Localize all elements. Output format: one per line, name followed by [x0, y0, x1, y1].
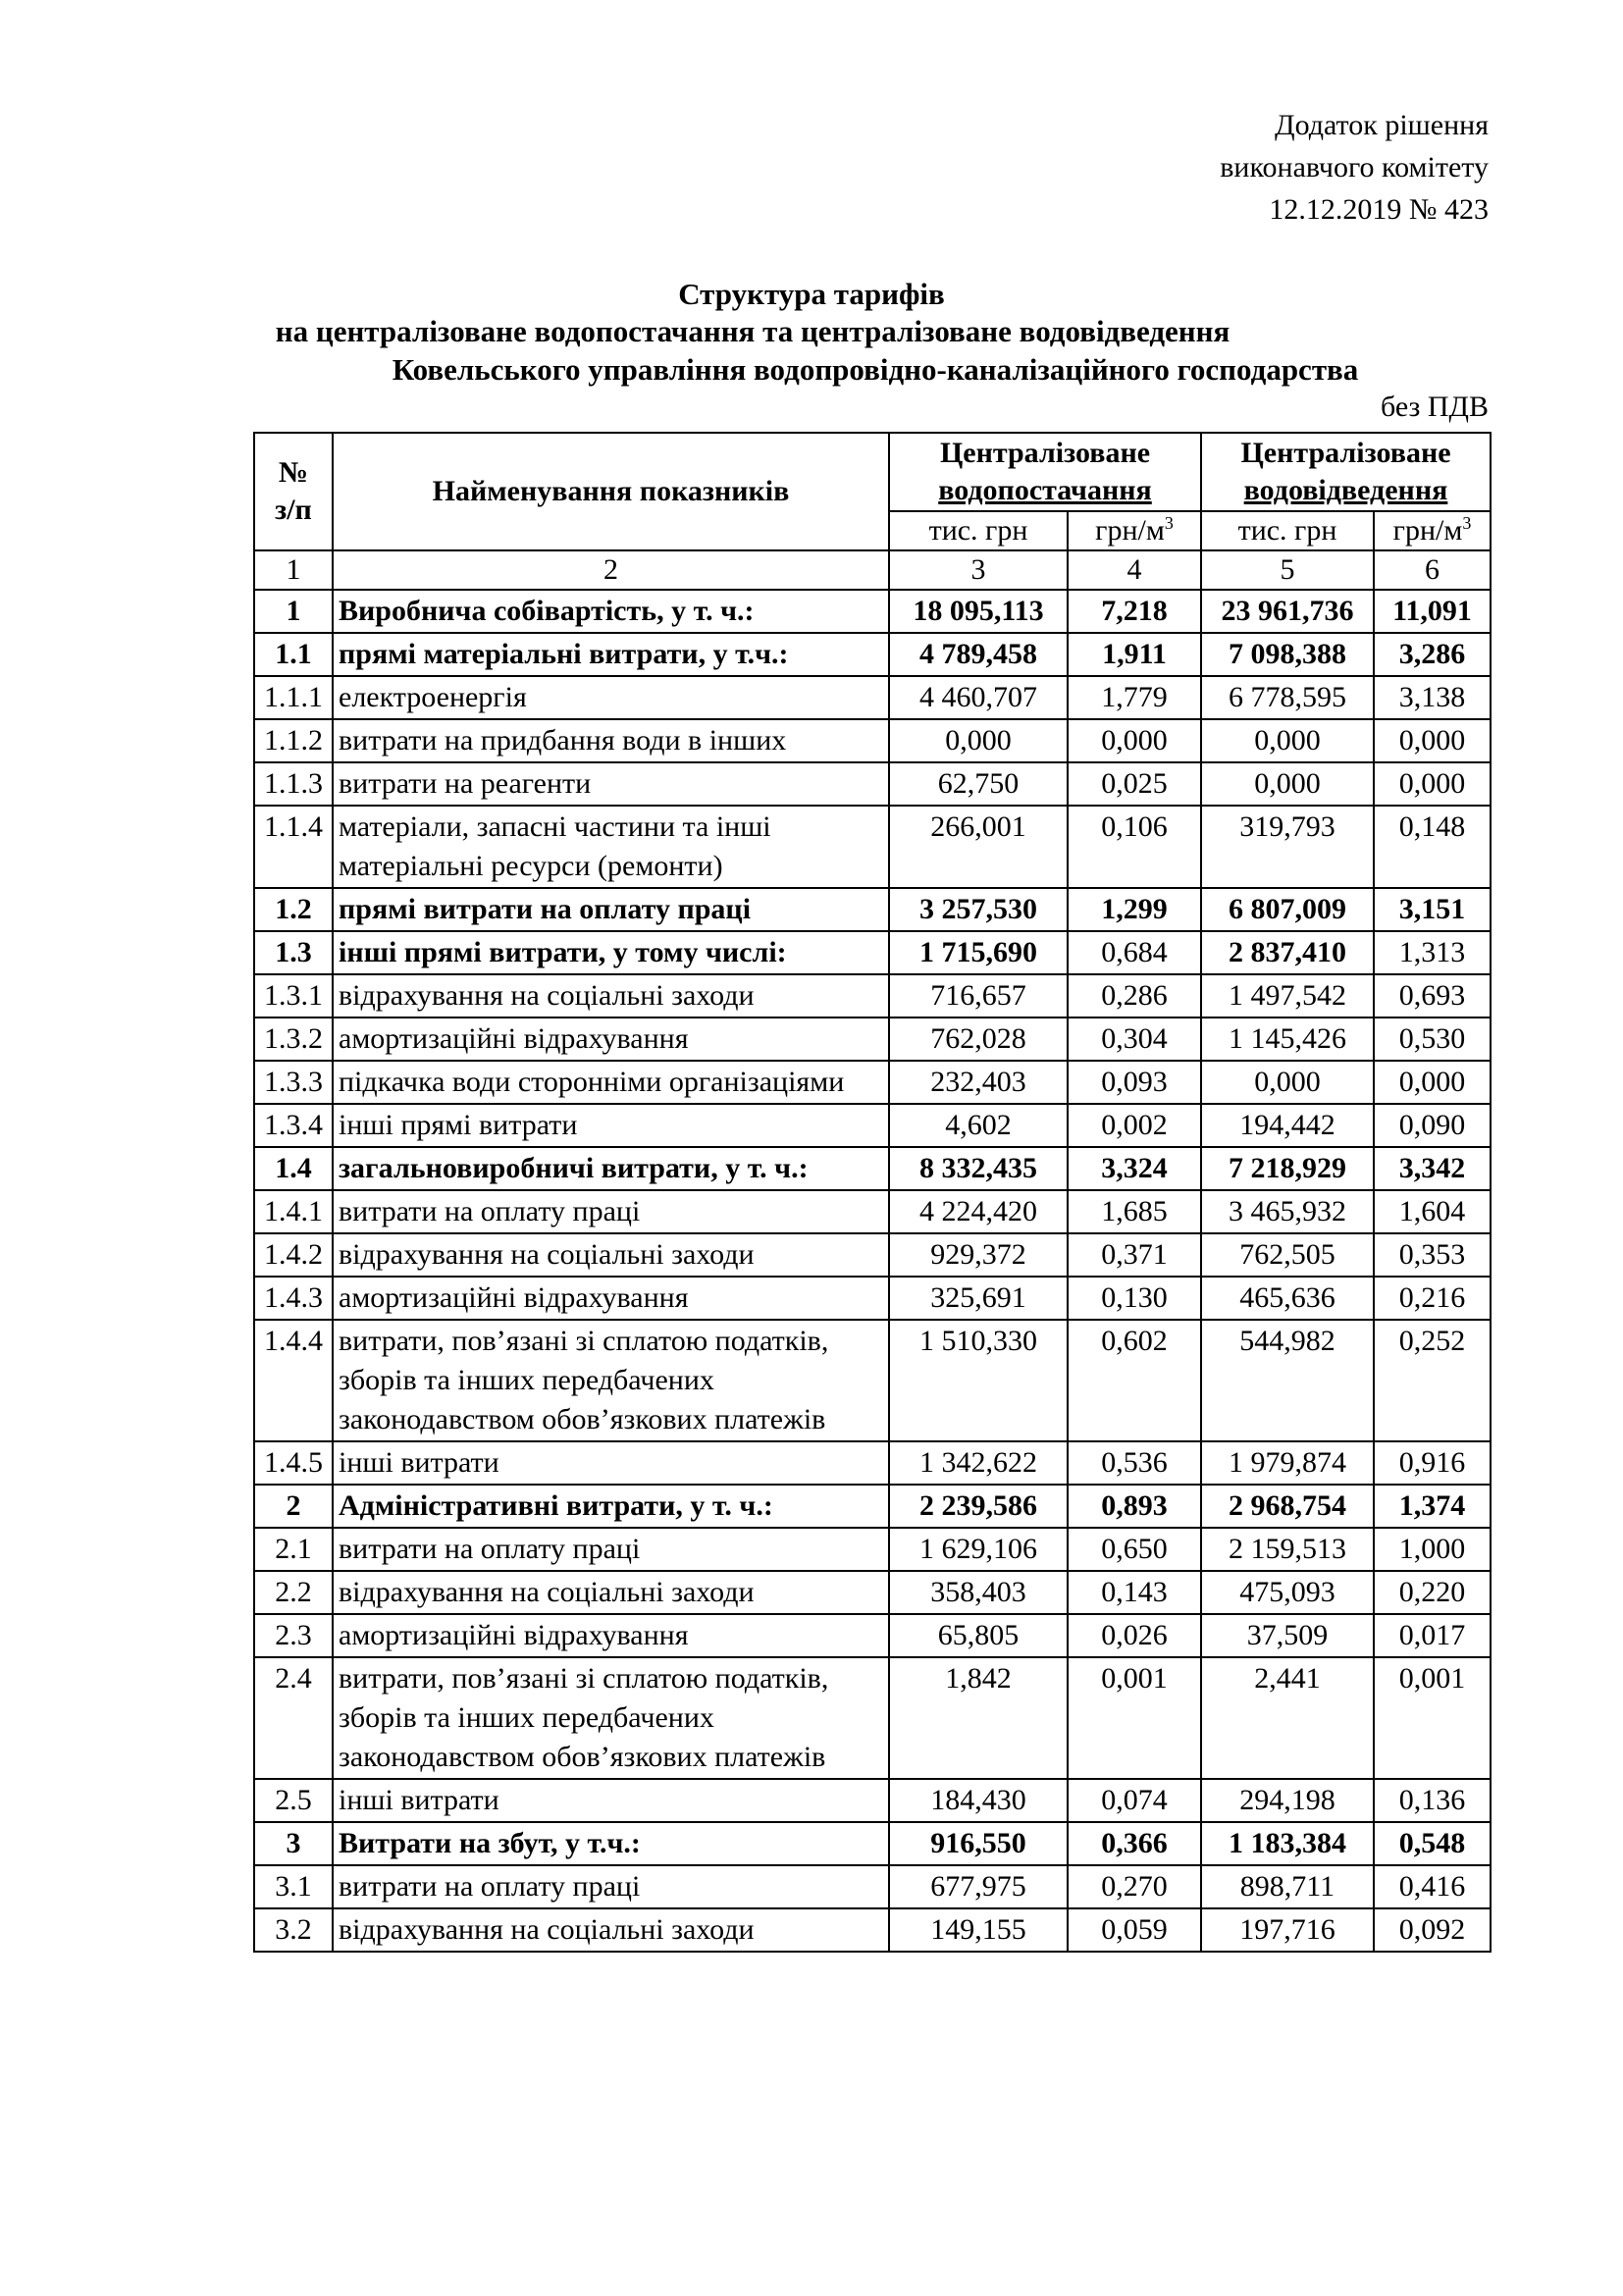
- value-supply-uah-per-m3: 0,026: [1068, 1614, 1201, 1657]
- table-row: [254, 1233, 1491, 1277]
- table-row: [254, 633, 1491, 676]
- row-number: 2: [254, 1485, 333, 1528]
- row-number: 3: [254, 1822, 333, 1865]
- value-drainage-thousand-uah: 475,093: [1201, 1571, 1374, 1614]
- row-indicator-name: відрахування на соціальні заходи: [333, 1233, 889, 1277]
- column-number: 4: [1068, 550, 1201, 590]
- row-indicator-name: витрати на реагенти: [333, 762, 889, 806]
- row-number: 2.4: [254, 1657, 333, 1779]
- row-number: 1.3.2: [254, 1018, 333, 1061]
- row-number: 2.3: [254, 1614, 333, 1657]
- value-drainage-uah-per-m3: 0,017: [1374, 1614, 1491, 1657]
- row-indicator-name: амортизаційні відрахування: [333, 1018, 889, 1061]
- table-body: [254, 433, 1491, 1952]
- row-number: 3.2: [254, 1908, 333, 1952]
- table-row: [254, 1614, 1491, 1657]
- value-supply-uah-per-m3: 0,270: [1068, 1865, 1201, 1908]
- value-drainage-thousand-uah: 194,442: [1201, 1104, 1374, 1147]
- row-indicator-name: інші прямі витрати: [333, 1104, 889, 1147]
- value-drainage-thousand-uah: 2 837,410: [1201, 931, 1374, 974]
- value-drainage-uah-per-m3: 0,000: [1374, 719, 1491, 762]
- table-header-row: [254, 433, 1491, 511]
- value-supply-thousand-uah: 3 257,530: [889, 888, 1068, 931]
- value-drainage-thousand-uah: 0,000: [1201, 719, 1374, 762]
- row-number: 1.1.4: [254, 806, 333, 888]
- row-number: 2.5: [254, 1779, 333, 1822]
- value-supply-thousand-uah: 716,657: [889, 974, 1068, 1018]
- value-drainage-uah-per-m3: 11,091: [1374, 590, 1491, 633]
- row-indicator-name: матеріали, запасні частини та інші матеріальні ресурси (ремонти): [333, 806, 889, 888]
- unit-uah-per-m3-supply: грн/$м^3$: [1068, 511, 1201, 550]
- value-supply-uah-per-m3: 0,304: [1068, 1018, 1201, 1061]
- header-num: № з/п: [254, 433, 333, 550]
- table-row: [254, 1320, 1491, 1441]
- row-number: 1.4.3: [254, 1277, 333, 1320]
- value-supply-thousand-uah: 0,000: [889, 719, 1068, 762]
- table-row: [254, 974, 1491, 1018]
- value-supply-thousand-uah: 677,975: [889, 1865, 1068, 1908]
- value-drainage-uah-per-m3: 3,286: [1374, 633, 1491, 676]
- row-indicator-name: інші витрати: [333, 1779, 889, 1822]
- table-row: [254, 1061, 1491, 1104]
- value-supply-thousand-uah: 266,001: [889, 806, 1068, 888]
- value-supply-thousand-uah: 62,750: [889, 762, 1068, 806]
- header-water-supply: Централізоване водопостачання: [889, 433, 1201, 511]
- value-supply-uah-per-m3: 0,106: [1068, 806, 1201, 888]
- value-supply-uah-per-m3: 0,093: [1068, 1061, 1201, 1104]
- value-supply-thousand-uah: 149,155: [889, 1908, 1068, 1952]
- table-row: [254, 888, 1491, 931]
- value-drainage-thousand-uah: 898,711: [1201, 1865, 1374, 1908]
- row-indicator-name: інші витрати: [333, 1441, 889, 1485]
- value-drainage-uah-per-m3: 0,092: [1374, 1908, 1491, 1952]
- row-number: 1: [254, 590, 333, 633]
- appendix-line-2: виконавчого комітету: [1220, 151, 1489, 183]
- value-drainage-thousand-uah: 7 218,929: [1201, 1147, 1374, 1190]
- table-row: [254, 1190, 1491, 1233]
- table-row: [254, 1485, 1491, 1528]
- value-drainage-uah-per-m3: 0,090: [1374, 1104, 1491, 1147]
- value-supply-thousand-uah: 184,430: [889, 1779, 1068, 1822]
- row-indicator-name: інші прямі витрати, у тому числі:: [333, 931, 889, 974]
- value-supply-thousand-uah: 929,372: [889, 1233, 1068, 1277]
- value-drainage-thousand-uah: 2 159,513: [1201, 1528, 1374, 1571]
- value-drainage-thousand-uah: 0,000: [1201, 1061, 1374, 1104]
- column-number: 5: [1201, 550, 1374, 590]
- table-row: [254, 1528, 1491, 1571]
- value-supply-thousand-uah: 1 510,330: [889, 1320, 1068, 1441]
- value-drainage-uah-per-m3: 3,138: [1374, 676, 1491, 719]
- column-numbers-row: [254, 550, 1491, 590]
- row-indicator-name: витрати на оплату праці: [333, 1190, 889, 1233]
- row-indicator-name: відрахування на соціальні заходи: [333, 1571, 889, 1614]
- value-supply-thousand-uah: 65,805: [889, 1614, 1068, 1657]
- row-indicator-name: витрати, пов’язані зі сплатою податків, зборів та інших передбачених законодавством обов’язкових платежів: [333, 1657, 889, 1779]
- table-row: [254, 1822, 1491, 1865]
- table-row: [254, 931, 1491, 974]
- value-drainage-uah-per-m3: 0,353: [1374, 1233, 1491, 1277]
- header-drainage: Централізоване водовідведення: [1201, 433, 1491, 511]
- table-row: [254, 1865, 1491, 1908]
- row-indicator-name: Витрати на збут, у т.ч.:: [333, 1822, 889, 1865]
- unit-thousand-uah-drainage: тис. грн: [1201, 511, 1374, 550]
- value-supply-thousand-uah: 762,028: [889, 1018, 1068, 1061]
- value-drainage-thousand-uah: 544,982: [1201, 1320, 1374, 1441]
- unit-uah-per-m3-drainage: грн/$м^3$: [1374, 511, 1491, 550]
- value-supply-uah-per-m3: 0,074: [1068, 1779, 1201, 1822]
- row-number: 3.1: [254, 1865, 333, 1908]
- value-supply-thousand-uah: 358,403: [889, 1571, 1068, 1614]
- value-supply-thousand-uah: 1 715,690: [889, 931, 1068, 974]
- value-drainage-uah-per-m3: 1,313: [1374, 931, 1491, 974]
- row-number: 1.1.3: [254, 762, 333, 806]
- value-supply-uah-per-m3: 7,218: [1068, 590, 1201, 633]
- tariff-structure-table: [253, 432, 1492, 1953]
- row-number: 1.4.4: [254, 1320, 333, 1441]
- value-drainage-uah-per-m3: 0,693: [1374, 974, 1491, 1018]
- value-supply-thousand-uah: 4 224,420: [889, 1190, 1068, 1233]
- appendix-line-1: Додаток рішення: [1275, 109, 1489, 141]
- table-row: [254, 1441, 1491, 1485]
- table-row: [254, 1018, 1491, 1061]
- organization-name: Ковельського управління водопровідно-каналізаційного господарства: [392, 352, 1359, 387]
- value-supply-uah-per-m3: 3,324: [1068, 1147, 1201, 1190]
- table-row: [254, 806, 1491, 888]
- row-number: 1.2: [254, 888, 333, 931]
- row-indicator-name: амортизаційні відрахування: [333, 1614, 889, 1657]
- value-drainage-uah-per-m3: 0,001: [1374, 1657, 1491, 1779]
- table-row: [254, 1104, 1491, 1147]
- row-indicator-name: витрати на придбання води в інших: [333, 719, 889, 762]
- column-number: 2: [333, 550, 889, 590]
- column-number: 1: [254, 550, 333, 590]
- unit-thousand-uah-supply: тис. грн: [889, 511, 1068, 550]
- row-number: 1.3.3: [254, 1061, 333, 1104]
- row-indicator-name: витрати на оплату праці: [333, 1528, 889, 1571]
- document-subtitle: на централізоване водопостачання та централізоване водовідведення: [275, 314, 1230, 348]
- table-row: [254, 1657, 1491, 1779]
- row-indicator-name: прямі витрати на оплату праці: [333, 888, 889, 931]
- value-drainage-uah-per-m3: 0,548: [1374, 1822, 1491, 1865]
- row-indicator-name: електроенергія: [333, 676, 889, 719]
- value-supply-uah-per-m3: 0,684: [1068, 931, 1201, 974]
- table-row: [254, 1779, 1491, 1822]
- value-supply-thousand-uah: 1 629,106: [889, 1528, 1068, 1571]
- value-supply-uah-per-m3: 0,536: [1068, 1441, 1201, 1485]
- table-row: [254, 1147, 1491, 1190]
- value-drainage-uah-per-m3: 0,148: [1374, 806, 1491, 888]
- value-drainage-thousand-uah: 197,716: [1201, 1908, 1374, 1952]
- value-drainage-thousand-uah: 7 098,388: [1201, 633, 1374, 676]
- value-supply-uah-per-m3: 1,685: [1068, 1190, 1201, 1233]
- value-supply-uah-per-m3: 0,371: [1068, 1233, 1201, 1277]
- value-supply-thousand-uah: 4 789,458: [889, 633, 1068, 676]
- value-drainage-thousand-uah: 6 778,595: [1201, 676, 1374, 719]
- value-drainage-uah-per-m3: 3,151: [1374, 888, 1491, 931]
- value-drainage-thousand-uah: 3 465,932: [1201, 1190, 1374, 1233]
- value-drainage-thousand-uah: 23 961,736: [1201, 590, 1374, 633]
- document-title: Структура тарифів: [678, 277, 945, 311]
- row-indicator-name: амортизаційні відрахування: [333, 1277, 889, 1320]
- value-supply-uah-per-m3: 0,650: [1068, 1528, 1201, 1571]
- table-row: [254, 590, 1491, 633]
- row-number: 2.2: [254, 1571, 333, 1614]
- appendix-date-number: 12.12.2019 № 423: [1269, 193, 1489, 226]
- value-supply-uah-per-m3: 1,911: [1068, 633, 1201, 676]
- value-supply-uah-per-m3: 0,893: [1068, 1485, 1201, 1528]
- row-indicator-name: витрати на оплату праці: [333, 1865, 889, 1908]
- value-supply-uah-per-m3: 1,299: [1068, 888, 1201, 931]
- value-supply-thousand-uah: 232,403: [889, 1061, 1068, 1104]
- value-drainage-uah-per-m3: 0,916: [1374, 1441, 1491, 1485]
- value-supply-thousand-uah: 4 460,707: [889, 676, 1068, 719]
- value-supply-uah-per-m3: 0,025: [1068, 762, 1201, 806]
- value-drainage-uah-per-m3: 1,374: [1374, 1485, 1491, 1528]
- value-drainage-uah-per-m3: 0,136: [1374, 1779, 1491, 1822]
- value-supply-uah-per-m3: 0,143: [1068, 1571, 1201, 1614]
- value-drainage-thousand-uah: 6 807,009: [1201, 888, 1374, 931]
- value-drainage-thousand-uah: 762,505: [1201, 1233, 1374, 1277]
- value-drainage-thousand-uah: 319,793: [1201, 806, 1374, 888]
- value-supply-thousand-uah: 916,550: [889, 1822, 1068, 1865]
- table-row: [254, 1571, 1491, 1614]
- value-drainage-uah-per-m3: 0,000: [1374, 762, 1491, 806]
- value-drainage-uah-per-m3: 0,216: [1374, 1277, 1491, 1320]
- row-number: 1.1.2: [254, 719, 333, 762]
- table-row: [254, 1908, 1491, 1952]
- value-drainage-uah-per-m3: 3,342: [1374, 1147, 1491, 1190]
- row-indicator-name: Адміністративні витрати, у т. ч.:: [333, 1485, 889, 1528]
- value-supply-thousand-uah: 2 239,586: [889, 1485, 1068, 1528]
- value-drainage-uah-per-m3: 0,416: [1374, 1865, 1491, 1908]
- value-supply-uah-per-m3: 0,002: [1068, 1104, 1201, 1147]
- value-supply-thousand-uah: 4,602: [889, 1104, 1068, 1147]
- row-number: 1.4.5: [254, 1441, 333, 1485]
- row-number: 1.1: [254, 633, 333, 676]
- row-indicator-name: загальновиробничі витрати, у т. ч.:: [333, 1147, 889, 1190]
- row-indicator-name: прямі матеріальні витрати, у т.ч.:: [333, 633, 889, 676]
- header-indicator-name: Найменування показників: [333, 433, 889, 550]
- value-drainage-thousand-uah: 1 145,426: [1201, 1018, 1374, 1061]
- table-row: [254, 762, 1491, 806]
- value-drainage-uah-per-m3: 0,000: [1374, 1061, 1491, 1104]
- row-indicator-name: відрахування на соціальні заходи: [333, 974, 889, 1018]
- value-drainage-thousand-uah: 465,636: [1201, 1277, 1374, 1320]
- value-drainage-uah-per-m3: 1,604: [1374, 1190, 1491, 1233]
- value-drainage-thousand-uah: 2,441: [1201, 1657, 1374, 1779]
- row-number: 1.4: [254, 1147, 333, 1190]
- value-supply-thousand-uah: 18 095,113: [889, 590, 1068, 633]
- value-supply-uah-per-m3: 0,000: [1068, 719, 1201, 762]
- value-drainage-thousand-uah: 2 968,754: [1201, 1485, 1374, 1528]
- row-indicator-name: витрати, пов’язані зі сплатою податків, зборів та інших передбачених законодавством обов’язкових платежів: [333, 1320, 889, 1441]
- row-indicator-name: Виробнича собівартість, у т. ч.:: [333, 590, 889, 633]
- value-supply-uah-per-m3: 0,286: [1068, 974, 1201, 1018]
- row-number: 1.4.1: [254, 1190, 333, 1233]
- row-number: 1.3.4: [254, 1104, 333, 1147]
- row-number: 1.1.1: [254, 676, 333, 719]
- value-drainage-thousand-uah: 1 183,384: [1201, 1822, 1374, 1865]
- table-row: [254, 719, 1491, 762]
- row-number: 2.1: [254, 1528, 333, 1571]
- value-supply-uah-per-m3: 1,779: [1068, 676, 1201, 719]
- column-number: 3: [889, 550, 1068, 590]
- value-supply-uah-per-m3: 0,059: [1068, 1908, 1201, 1952]
- value-drainage-uah-per-m3: 0,220: [1374, 1571, 1491, 1614]
- table-row: [254, 676, 1491, 719]
- value-drainage-thousand-uah: 37,509: [1201, 1614, 1374, 1657]
- value-supply-uah-per-m3: 0,130: [1068, 1277, 1201, 1320]
- value-drainage-thousand-uah: 1 979,874: [1201, 1441, 1374, 1485]
- column-number: 6: [1374, 550, 1491, 590]
- value-supply-thousand-uah: 1 342,622: [889, 1441, 1068, 1485]
- appendix-block: [1220, 104, 1489, 231]
- row-indicator-name: підкачка води сторонніми організаціями: [333, 1061, 889, 1104]
- value-drainage-thousand-uah: 294,198: [1201, 1779, 1374, 1822]
- value-supply-uah-per-m3: 0,001: [1068, 1657, 1201, 1779]
- table-row: [254, 1277, 1491, 1320]
- value-drainage-thousand-uah: 0,000: [1201, 762, 1374, 806]
- value-drainage-thousand-uah: 1 497,542: [1201, 974, 1374, 1018]
- value-supply-thousand-uah: 1,842: [889, 1657, 1068, 1779]
- value-drainage-uah-per-m3: 0,252: [1374, 1320, 1491, 1441]
- value-supply-uah-per-m3: 0,366: [1068, 1822, 1201, 1865]
- row-number: 1.3: [254, 931, 333, 974]
- row-indicator-name: відрахування на соціальні заходи: [333, 1908, 889, 1952]
- value-supply-thousand-uah: 8 332,435: [889, 1147, 1068, 1190]
- row-number: 1.3.1: [254, 974, 333, 1018]
- value-supply-uah-per-m3: 0,602: [1068, 1320, 1201, 1441]
- row-number: 1.4.2: [254, 1233, 333, 1277]
- value-supply-thousand-uah: 325,691: [889, 1277, 1068, 1320]
- value-drainage-uah-per-m3: 0,530: [1374, 1018, 1491, 1061]
- value-drainage-uah-per-m3: 1,000: [1374, 1528, 1491, 1571]
- vat-note: без ПДВ: [1380, 391, 1489, 423]
